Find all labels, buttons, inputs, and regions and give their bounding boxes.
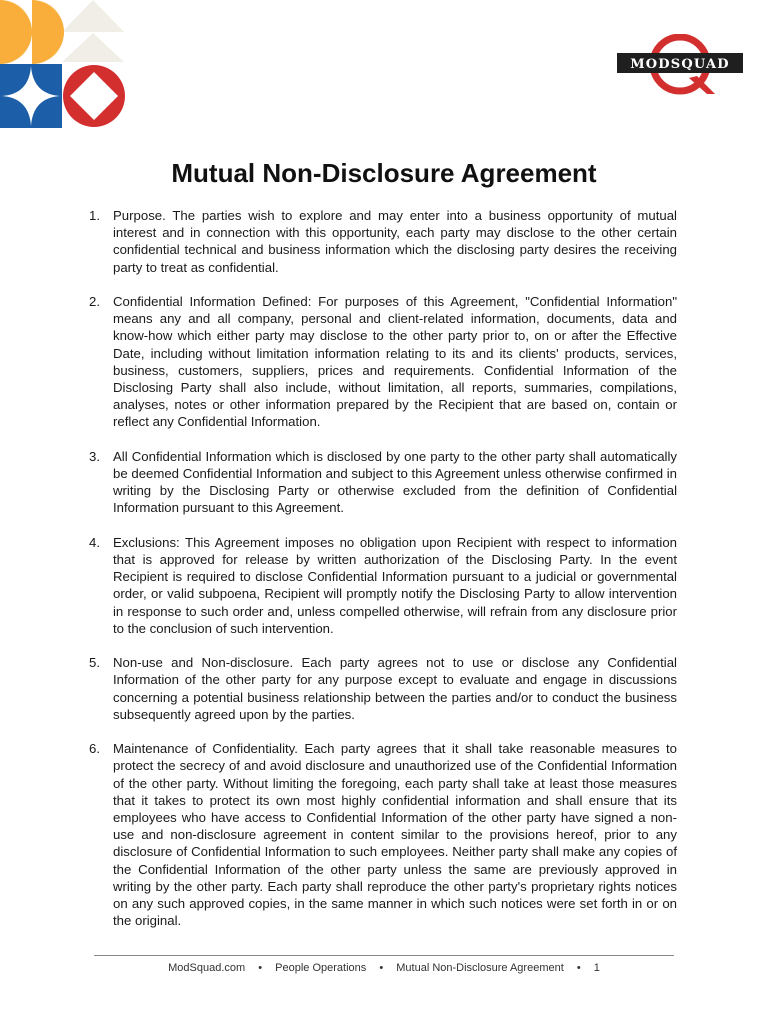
footer-separator: • xyxy=(258,962,263,974)
clause-number: 3. xyxy=(89,448,100,464)
modsquad-logo xyxy=(617,34,743,96)
clause-item xyxy=(89,207,677,276)
footer-page-number: 1 xyxy=(593,962,600,974)
clause-number: 4. xyxy=(89,534,100,550)
clause-number: 5. xyxy=(89,655,100,671)
footer-divider xyxy=(94,955,674,956)
footer-separator: • xyxy=(379,962,384,974)
clause-item xyxy=(89,740,677,929)
page-footer xyxy=(0,962,768,974)
clause-text: All Confidential Information which is disclosed by one party to the other party shall automatically be deemed Confidential Information and subject to this Agreement unless otherwise confirmed in writing by the Disclosing Party or otherwise excluded from the definition of Confidential Information pursuant to this Agreement. xyxy=(113,448,677,516)
clause-text: Confidential Information Defined: For purposes of this Agreement, "Confidential Information" means any and all company, personal and client-related information, documents, data and know-how which either party may disclose to the other party prior to, on or after the Effective Date, including without limitation information relating to its and its clients' products, services, business, customers, suppliers, prices and requirements. Confidential Information of the Disclosing Party shall also include, without limitation, all reports, summaries, compilations, analyses, notes or other information prepared by the Recipient that are based on, contain or reflect any Confidential Information. xyxy=(113,294,677,430)
clause-item xyxy=(89,654,677,723)
footer-separator: • xyxy=(576,962,581,974)
clause-text: Non-use and Non-disclosure. Each party agrees not to use or disclose any Confidential Information of the other party for any purpose except to evaluate and engage in discussions concerning a potential business relationship between the parties and/or to conduct the business subsequently agreed upon by the parties. xyxy=(113,655,677,722)
clause-number: 1. xyxy=(89,208,100,223)
clause-text: Purpose. The parties wish to explore and may enter into a business opportunity of mutual interest and in connection with this opportunity, each party may disclose to the other certain confidential technical and business information which the disclosing party desires the receiving party to treat as confidential. xyxy=(113,208,677,275)
footer-department: People Operations xyxy=(275,962,367,974)
clause-text: Maintenance of Confidentiality. Each party agrees that it shall take reasonable measures to protect the secrecy of and avoid disclosure and unauthorized use of the Confidential Information of the other party. Without limiting the foregoing, each party shall take at least those measures that it takes to protect its own most highly confidential information and shall ensure that its employees who have access to Confidential Information of the other party have signed a non-use and non-disclosure agreement in content similar to the provisions hereof, prior to any disclosure of Confidential Information to such employees. Neither party shall make any copies of the Confidential Information of the other party unless the same are previously approved in writing by the other party. Each party shall reproduce the other party's proprietary rights notices on any such approved copies, in the same manner in which such notices were set forth in or on the original. xyxy=(113,741,677,929)
cream-triangle-top xyxy=(62,0,124,32)
logo-text: MODSQUAD xyxy=(630,57,730,72)
clause-number: 2. xyxy=(89,294,100,309)
document-title: Mutual Non-Disclosure Agreement xyxy=(171,158,597,188)
clause-item xyxy=(89,534,677,637)
orange-half-circle-right xyxy=(32,0,64,64)
decorative-shapes xyxy=(0,0,128,128)
clause-item xyxy=(89,293,677,431)
clause-item xyxy=(89,448,677,517)
footer-site: ModSquad.com xyxy=(168,962,246,974)
clause-list xyxy=(89,207,677,947)
footer-doc-name: Mutual Non-Disclosure Agreement xyxy=(396,962,564,974)
cream-triangle-bottom xyxy=(62,33,124,62)
clause-text: Exclusions: This Agreement imposes no obligation upon Recipient with respect to information that is approved for release by written authorization of the Disclosing Party. In the event Recipient is required to disclose Confidential Information pursuant to a judicial or governmental order, or valid subpoena, Recipient will promptly notify the Disclosing Party to allow intervention in response to such order and, unless compelled otherwise, will refrain from any disclosure prior to the conclusion of such intervention. xyxy=(113,534,677,636)
orange-half-circle-left xyxy=(0,0,32,64)
clause-number: 6. xyxy=(89,741,100,757)
